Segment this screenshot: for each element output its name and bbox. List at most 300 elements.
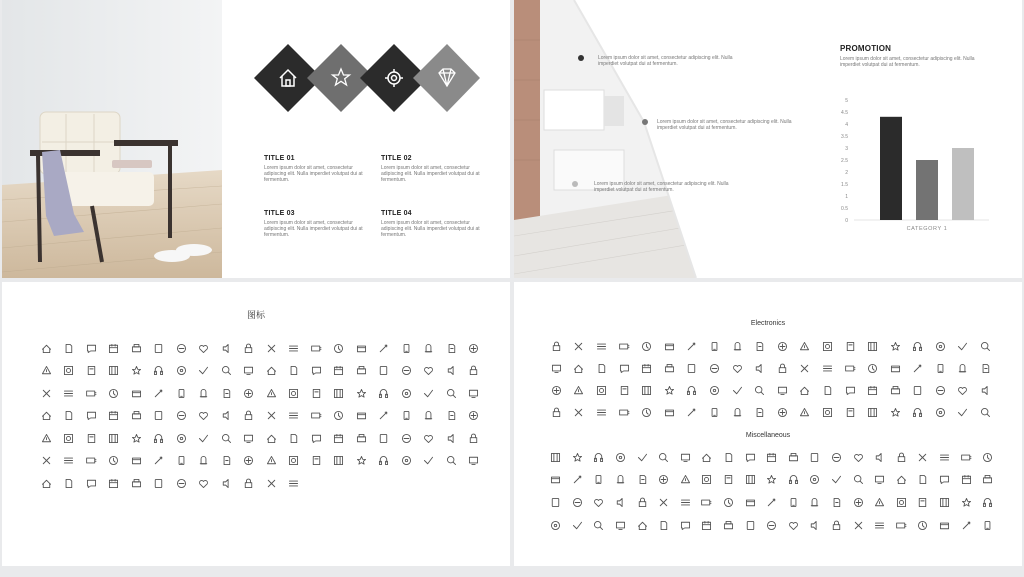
misc-icon[interactable] <box>696 514 718 537</box>
electronics-icon[interactable] <box>658 357 681 379</box>
general-icon[interactable] <box>103 382 126 405</box>
misc-icon[interactable] <box>675 514 697 537</box>
misc-icon[interactable] <box>826 514 848 537</box>
electronics-icon[interactable] <box>568 379 591 401</box>
slide-4[interactable] <box>514 282 1022 566</box>
general-icon[interactable] <box>148 360 171 383</box>
electronics-icon[interactable] <box>974 379 997 401</box>
general-icon[interactable] <box>103 360 126 383</box>
general-icon[interactable] <box>305 382 328 405</box>
misc-icon[interactable] <box>739 491 761 514</box>
electronics-icon[interactable] <box>794 357 817 379</box>
general-icon[interactable] <box>215 382 238 405</box>
general-icon[interactable] <box>215 450 238 473</box>
general-icon[interactable] <box>148 427 171 450</box>
general-icon[interactable] <box>58 405 81 428</box>
electronics-icon[interactable] <box>613 379 636 401</box>
general-icon[interactable] <box>125 360 148 383</box>
misc-icon[interactable] <box>653 446 675 469</box>
misc-icon[interactable] <box>912 446 934 469</box>
misc-icon[interactable] <box>696 469 718 492</box>
general-icon[interactable] <box>373 337 396 360</box>
general-icon[interactable] <box>305 427 328 450</box>
misc-icon[interactable] <box>804 446 826 469</box>
electronics-icon[interactable] <box>568 335 591 357</box>
misc-icon[interactable] <box>804 514 826 537</box>
misc-icon[interactable] <box>826 491 848 514</box>
electronics-icon[interactable] <box>658 335 681 357</box>
misc-icon[interactable] <box>977 514 999 537</box>
electronics-icon[interactable] <box>681 335 704 357</box>
general-icon[interactable] <box>193 382 216 405</box>
general-icon[interactable] <box>283 450 306 473</box>
general-icon[interactable] <box>215 337 238 360</box>
general-icon[interactable] <box>193 360 216 383</box>
misc-icon[interactable] <box>718 469 740 492</box>
general-icon[interactable] <box>125 450 148 473</box>
general-icon[interactable] <box>440 382 463 405</box>
general-icon[interactable] <box>238 450 261 473</box>
misc-icon[interactable] <box>804 469 826 492</box>
general-icon[interactable] <box>328 382 351 405</box>
electronics-icon[interactable] <box>907 402 930 424</box>
misc-icon[interactable] <box>869 514 891 537</box>
general-icon[interactable] <box>35 450 58 473</box>
general-icon[interactable] <box>418 360 441 383</box>
general-icon[interactable] <box>103 337 126 360</box>
electronics-icon[interactable] <box>794 402 817 424</box>
misc-icon[interactable] <box>718 446 740 469</box>
general-icon[interactable] <box>283 427 306 450</box>
electronics-icon[interactable] <box>816 335 839 357</box>
general-icon[interactable] <box>440 360 463 383</box>
general-icon[interactable] <box>148 337 171 360</box>
general-icon[interactable] <box>238 382 261 405</box>
misc-icon[interactable] <box>631 491 653 514</box>
electronics-icon[interactable] <box>929 357 952 379</box>
general-icon[interactable] <box>103 405 126 428</box>
electronics-icon[interactable] <box>816 357 839 379</box>
electronics-icon[interactable] <box>861 379 884 401</box>
electronics-icon[interactable] <box>839 402 862 424</box>
general-icon[interactable] <box>238 472 261 495</box>
general-icon[interactable] <box>170 450 193 473</box>
misc-icon[interactable] <box>847 469 869 492</box>
electronics-icon[interactable] <box>545 335 568 357</box>
general-icon[interactable] <box>125 472 148 495</box>
general-icon[interactable] <box>215 405 238 428</box>
misc-icon[interactable] <box>977 469 999 492</box>
general-icon[interactable] <box>103 472 126 495</box>
electronics-icon[interactable] <box>545 357 568 379</box>
general-icon[interactable] <box>35 360 58 383</box>
general-icon[interactable] <box>260 405 283 428</box>
misc-icon[interactable] <box>869 491 891 514</box>
general-icon[interactable] <box>170 472 193 495</box>
general-icon[interactable] <box>58 472 81 495</box>
misc-icon[interactable] <box>545 514 567 537</box>
misc-icon[interactable] <box>739 446 761 469</box>
general-icon[interactable] <box>328 360 351 383</box>
general-icon[interactable] <box>80 450 103 473</box>
general-icon[interactable] <box>80 337 103 360</box>
misc-icon[interactable] <box>567 469 589 492</box>
misc-icon[interactable] <box>891 514 913 537</box>
general-icon[interactable] <box>305 405 328 428</box>
general-icon[interactable] <box>35 405 58 428</box>
general-icon[interactable] <box>440 405 463 428</box>
general-icon[interactable] <box>58 360 81 383</box>
general-icon[interactable] <box>260 337 283 360</box>
general-icon[interactable] <box>463 337 486 360</box>
misc-icon[interactable] <box>761 491 783 514</box>
misc-icon[interactable] <box>761 446 783 469</box>
slide-3[interactable] <box>2 282 510 566</box>
misc-icon[interactable] <box>675 446 697 469</box>
general-icon[interactable] <box>80 405 103 428</box>
electronics-icon[interactable] <box>974 335 997 357</box>
electronics-icon[interactable] <box>748 357 771 379</box>
electronics-icon[interactable] <box>658 379 681 401</box>
misc-icon[interactable] <box>610 514 632 537</box>
misc-icon[interactable] <box>761 514 783 537</box>
electronics-icon[interactable] <box>635 379 658 401</box>
electronics-icon[interactable] <box>952 335 975 357</box>
electronics-icon[interactable] <box>545 379 568 401</box>
misc-icon[interactable] <box>934 514 956 537</box>
misc-icon[interactable] <box>610 469 632 492</box>
electronics-icon[interactable] <box>590 357 613 379</box>
misc-icon[interactable] <box>675 491 697 514</box>
general-icon[interactable] <box>260 360 283 383</box>
misc-icon[interactable] <box>653 469 675 492</box>
general-icon[interactable] <box>193 472 216 495</box>
general-icon[interactable] <box>350 450 373 473</box>
misc-icon[interactable] <box>739 469 761 492</box>
electronics-icon[interactable] <box>907 357 930 379</box>
general-icon[interactable] <box>215 472 238 495</box>
general-icon[interactable] <box>373 405 396 428</box>
electronics-icon[interactable] <box>884 357 907 379</box>
general-icon[interactable] <box>58 450 81 473</box>
misc-icon[interactable] <box>955 514 977 537</box>
general-icon[interactable] <box>260 382 283 405</box>
general-icon[interactable] <box>373 382 396 405</box>
general-icon[interactable] <box>463 427 486 450</box>
misc-icon[interactable] <box>653 514 675 537</box>
electronics-icon[interactable] <box>748 379 771 401</box>
general-icon[interactable] <box>328 405 351 428</box>
electronics-icon[interactable] <box>590 335 613 357</box>
general-icon[interactable] <box>193 337 216 360</box>
electronics-icon[interactable] <box>974 402 997 424</box>
electronics-icon[interactable] <box>952 357 975 379</box>
misc-icon[interactable] <box>675 469 697 492</box>
general-icon[interactable] <box>58 427 81 450</box>
misc-icon[interactable] <box>653 491 675 514</box>
electronics-icon[interactable] <box>748 335 771 357</box>
electronics-icon[interactable] <box>681 402 704 424</box>
general-icon[interactable] <box>148 405 171 428</box>
general-icon[interactable] <box>283 472 306 495</box>
electronics-icon[interactable] <box>861 402 884 424</box>
electronics-icon[interactable] <box>816 379 839 401</box>
electronics-icon[interactable] <box>907 379 930 401</box>
electronics-icon[interactable] <box>884 335 907 357</box>
misc-icon[interactable] <box>567 491 589 514</box>
general-icon[interactable] <box>238 427 261 450</box>
misc-icon[interactable] <box>977 491 999 514</box>
misc-icon[interactable] <box>783 491 805 514</box>
general-icon[interactable] <box>418 450 441 473</box>
general-icon[interactable] <box>305 450 328 473</box>
electronics-icon[interactable] <box>681 357 704 379</box>
general-icon[interactable] <box>283 382 306 405</box>
electronics-icon[interactable] <box>839 357 862 379</box>
electronics-icon[interactable] <box>635 402 658 424</box>
general-icon[interactable] <box>463 450 486 473</box>
general-icon[interactable] <box>395 360 418 383</box>
misc-icon[interactable] <box>588 446 610 469</box>
misc-icon[interactable] <box>934 491 956 514</box>
general-icon[interactable] <box>418 382 441 405</box>
misc-icon[interactable] <box>955 469 977 492</box>
misc-icon[interactable] <box>718 514 740 537</box>
electronics-icon[interactable] <box>703 357 726 379</box>
general-icon[interactable] <box>80 472 103 495</box>
general-icon[interactable] <box>193 427 216 450</box>
general-icon[interactable] <box>328 450 351 473</box>
misc-icon[interactable] <box>869 446 891 469</box>
general-icon[interactable] <box>35 472 58 495</box>
misc-icon[interactable] <box>567 514 589 537</box>
misc-icon[interactable] <box>847 491 869 514</box>
misc-icon[interactable] <box>955 491 977 514</box>
slide-1[interactable] <box>2 0 510 278</box>
electronics-icon[interactable] <box>590 379 613 401</box>
general-icon[interactable] <box>283 337 306 360</box>
misc-icon[interactable] <box>588 469 610 492</box>
misc-icon[interactable] <box>588 491 610 514</box>
general-icon[interactable] <box>395 382 418 405</box>
misc-icon[interactable] <box>783 446 805 469</box>
misc-icon[interactable] <box>847 446 869 469</box>
misc-icon[interactable] <box>588 514 610 537</box>
general-icon[interactable] <box>260 427 283 450</box>
misc-icon[interactable] <box>912 491 934 514</box>
general-icon[interactable] <box>395 427 418 450</box>
electronics-icon[interactable] <box>929 379 952 401</box>
general-icon[interactable] <box>193 405 216 428</box>
misc-icon[interactable] <box>545 446 567 469</box>
electronics-icon[interactable] <box>703 402 726 424</box>
misc-icon[interactable] <box>610 446 632 469</box>
electronics-icon[interactable] <box>771 379 794 401</box>
electronics-icon[interactable] <box>907 335 930 357</box>
general-icon[interactable] <box>463 382 486 405</box>
misc-icon[interactable] <box>545 469 567 492</box>
general-icon[interactable] <box>395 450 418 473</box>
general-icon[interactable] <box>170 337 193 360</box>
general-icon[interactable] <box>395 405 418 428</box>
general-icon[interactable] <box>440 450 463 473</box>
electronics-icon[interactable] <box>635 335 658 357</box>
electronics-icon[interactable] <box>952 379 975 401</box>
general-icon[interactable] <box>260 450 283 473</box>
electronics-icon[interactable] <box>771 357 794 379</box>
general-icon[interactable] <box>103 427 126 450</box>
general-icon[interactable] <box>170 427 193 450</box>
electronics-icon[interactable] <box>590 402 613 424</box>
electronics-icon[interactable] <box>748 402 771 424</box>
misc-icon[interactable] <box>891 469 913 492</box>
electronics-icon[interactable] <box>703 335 726 357</box>
general-icon[interactable] <box>463 360 486 383</box>
electronics-icon[interactable] <box>726 357 749 379</box>
electronics-icon[interactable] <box>816 402 839 424</box>
general-icon[interactable] <box>463 405 486 428</box>
general-icon[interactable] <box>283 405 306 428</box>
misc-icon[interactable] <box>610 491 632 514</box>
general-icon[interactable] <box>440 337 463 360</box>
misc-icon[interactable] <box>891 446 913 469</box>
electronics-icon[interactable] <box>658 402 681 424</box>
misc-icon[interactable] <box>934 446 956 469</box>
electronics-icon[interactable] <box>861 335 884 357</box>
general-icon[interactable] <box>238 337 261 360</box>
electronics-icon[interactable] <box>726 402 749 424</box>
misc-icon[interactable] <box>977 446 999 469</box>
general-icon[interactable] <box>350 427 373 450</box>
electronics-icon[interactable] <box>703 379 726 401</box>
general-icon[interactable] <box>58 337 81 360</box>
misc-icon[interactable] <box>847 514 869 537</box>
misc-icon[interactable] <box>826 469 848 492</box>
general-icon[interactable] <box>193 450 216 473</box>
general-icon[interactable] <box>35 427 58 450</box>
electronics-icon[interactable] <box>545 402 568 424</box>
misc-icon[interactable] <box>783 469 805 492</box>
general-icon[interactable] <box>328 427 351 450</box>
general-icon[interactable] <box>373 427 396 450</box>
general-icon[interactable] <box>350 405 373 428</box>
electronics-icon[interactable] <box>794 335 817 357</box>
slide-2[interactable] <box>514 0 1022 278</box>
misc-icon[interactable] <box>739 514 761 537</box>
general-icon[interactable] <box>305 337 328 360</box>
general-icon[interactable] <box>215 360 238 383</box>
general-icon[interactable] <box>283 360 306 383</box>
electronics-icon[interactable] <box>635 357 658 379</box>
misc-icon[interactable] <box>804 491 826 514</box>
general-icon[interactable] <box>215 427 238 450</box>
general-icon[interactable] <box>373 450 396 473</box>
misc-icon[interactable] <box>631 446 653 469</box>
electronics-icon[interactable] <box>929 335 952 357</box>
general-icon[interactable] <box>148 472 171 495</box>
general-icon[interactable] <box>350 360 373 383</box>
electronics-icon[interactable] <box>681 379 704 401</box>
misc-icon[interactable] <box>696 446 718 469</box>
general-icon[interactable] <box>350 337 373 360</box>
electronics-icon[interactable] <box>861 357 884 379</box>
general-icon[interactable] <box>80 360 103 383</box>
electronics-icon[interactable] <box>726 335 749 357</box>
general-icon[interactable] <box>125 405 148 428</box>
general-icon[interactable] <box>328 337 351 360</box>
general-icon[interactable] <box>125 337 148 360</box>
misc-icon[interactable] <box>934 469 956 492</box>
misc-icon[interactable] <box>696 491 718 514</box>
general-icon[interactable] <box>148 450 171 473</box>
electronics-icon[interactable] <box>974 357 997 379</box>
misc-icon[interactable] <box>783 514 805 537</box>
misc-icon[interactable] <box>869 469 891 492</box>
electronics-icon[interactable] <box>839 379 862 401</box>
electronics-icon[interactable] <box>771 402 794 424</box>
misc-icon[interactable] <box>891 491 913 514</box>
general-icon[interactable] <box>170 382 193 405</box>
electronics-icon[interactable] <box>613 335 636 357</box>
general-icon[interactable] <box>350 382 373 405</box>
misc-icon[interactable] <box>545 491 567 514</box>
electronics-icon[interactable] <box>613 402 636 424</box>
general-icon[interactable] <box>418 337 441 360</box>
general-icon[interactable] <box>80 427 103 450</box>
misc-icon[interactable] <box>631 469 653 492</box>
electronics-icon[interactable] <box>952 402 975 424</box>
general-icon[interactable] <box>373 360 396 383</box>
electronics-icon[interactable] <box>794 379 817 401</box>
electronics-icon[interactable] <box>839 335 862 357</box>
electronics-icon[interactable] <box>568 402 591 424</box>
misc-icon[interactable] <box>826 446 848 469</box>
general-icon[interactable] <box>35 337 58 360</box>
general-icon[interactable] <box>305 360 328 383</box>
general-icon[interactable] <box>238 405 261 428</box>
general-icon[interactable] <box>35 382 58 405</box>
misc-icon[interactable] <box>955 446 977 469</box>
general-icon[interactable] <box>125 382 148 405</box>
general-icon[interactable] <box>440 427 463 450</box>
electronics-icon[interactable] <box>568 357 591 379</box>
electronics-icon[interactable] <box>929 402 952 424</box>
electronics-icon[interactable] <box>613 357 636 379</box>
general-icon[interactable] <box>170 360 193 383</box>
electronics-icon[interactable] <box>771 335 794 357</box>
electronics-icon[interactable] <box>884 379 907 401</box>
electronics-icon[interactable] <box>726 379 749 401</box>
general-icon[interactable] <box>260 472 283 495</box>
general-icon[interactable] <box>80 382 103 405</box>
general-icon[interactable] <box>58 382 81 405</box>
general-icon[interactable] <box>395 337 418 360</box>
misc-icon[interactable] <box>912 469 934 492</box>
misc-icon[interactable] <box>567 446 589 469</box>
general-icon[interactable] <box>170 405 193 428</box>
electronics-icon[interactable] <box>884 402 907 424</box>
general-icon[interactable] <box>125 427 148 450</box>
misc-icon[interactable] <box>718 491 740 514</box>
misc-icon[interactable] <box>761 469 783 492</box>
general-icon[interactable] <box>103 450 126 473</box>
misc-icon[interactable] <box>631 514 653 537</box>
general-icon[interactable] <box>148 382 171 405</box>
general-icon[interactable] <box>418 427 441 450</box>
general-icon[interactable] <box>238 360 261 383</box>
general-icon[interactable] <box>418 405 441 428</box>
misc-icon[interactable] <box>912 514 934 537</box>
